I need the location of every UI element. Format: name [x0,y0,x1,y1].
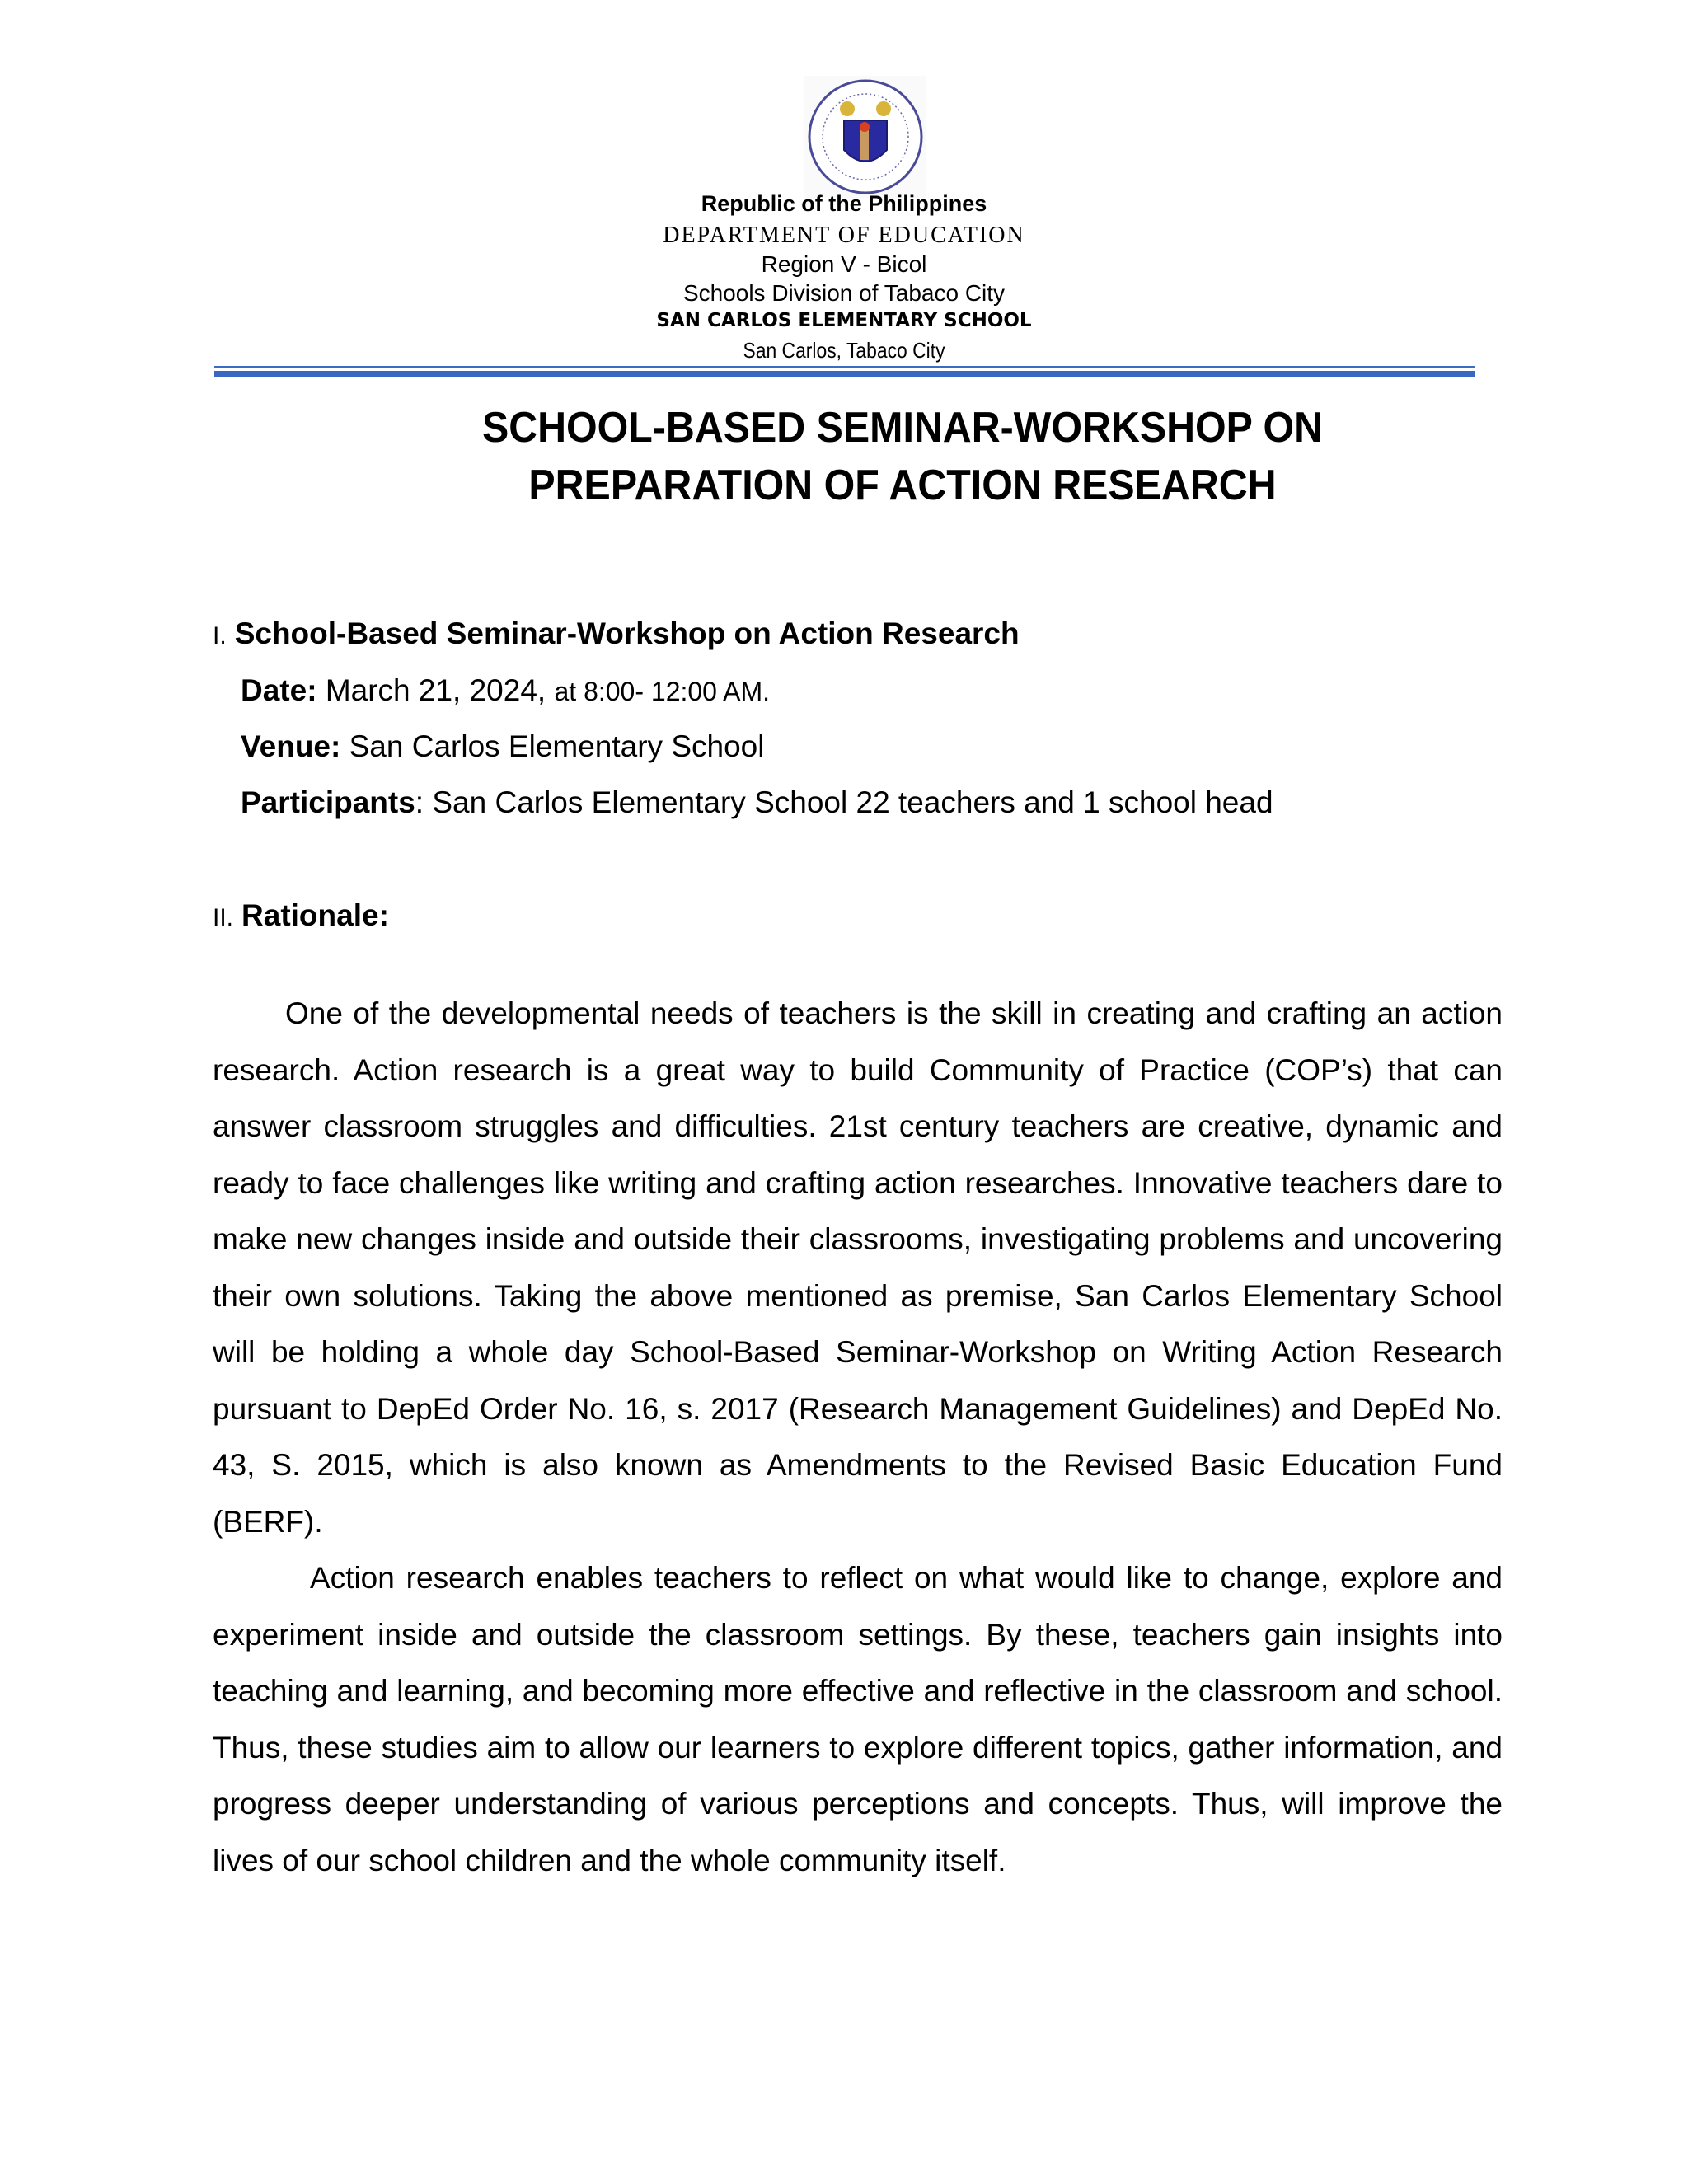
rationale-paragraph-2: Action research enables teachers to reflect on what would like to change, explore and experiment inside and outside the classroom settings. By these, teachers gain insights into teaching and learning, and becoming more effective and reflective in the classroom and school. Thus, these studies aim to allow our learners to explore different topics, gather information, and progress deeper understanding of various perceptions and concepts. Thus, will improve the lives of our school children and the whole community itself. [213,1561,1503,1877]
venue-value: San Carlos Elementary School [349,729,765,763]
section-1-heading [213,616,1020,651]
republic-line: Republic of the Philippines [701,191,987,216]
header-divider-thin [214,366,1475,368]
section-2-number: II. [213,904,234,931]
header-divider-thick [214,371,1475,377]
participants-row [241,785,1273,820]
participants-label: Participants [241,785,415,819]
date-time: at 8:00- 12:00 AM. [554,677,770,706]
date-label: Date: [241,673,317,707]
section-2-title: Rationale: [241,898,389,932]
date-value: March 21, 2024, [325,673,546,707]
section-2-heading [213,898,389,933]
deped-seal-icon [804,76,926,198]
rationale-paragraph-1: One of the developmental needs of teachers is the skill in creating and crafting an action research. Action research is a great way to build Community of Practice (COP’s) that can answer classroom struggles and difficulties. 21st century teachers are creative, dynamic and ready to face challenges like writing and crafting action researches. Innovative teachers dare to make new changes inside and outside their classrooms, investigating problems and uncovering their own solutions. Taking the above mentioned as premise, San Carlos Elementary School will be holding a whole day School-Based Seminar-Workshop on Writing Action Research pursuant to DepEd Order No. 16, s. 2017 (Research Management Guidelines) and DepEd No. 43, S. 2015, which is also known as Amendments to the Revised Basic Education Fund (BERF). [213,996,1503,1539]
division-line: Schools Division of Tabaco City [682,280,1006,306]
venue-label: Venue: [241,729,341,763]
date-row [241,673,770,708]
document-title [393,399,1413,514]
school-name: SAN CARLOS ELEMENTARY SCHOOL [656,310,1032,331]
venue-row [241,729,764,764]
title-line-1: SCHOOL-BASED SEMINAR-WORKSHOP ON [481,404,1324,452]
school-address: San Carlos, Tabaco City [743,338,945,363]
title-line-2: PREPARATION OF ACTION RESEARCH [528,462,1277,509]
participants-value: : San Carlos Elementary School 22 teachers and 1 school head [415,785,1273,819]
section-1-number: I. [213,622,227,649]
section-1-title: School-Based Seminar-Workshop on Action Research [234,616,1020,650]
rationale-body [213,986,1503,1889]
department-line: DEPARTMENT OF EDUCATION [663,223,1025,248]
region-line: Region V - Bicol [761,251,927,277]
